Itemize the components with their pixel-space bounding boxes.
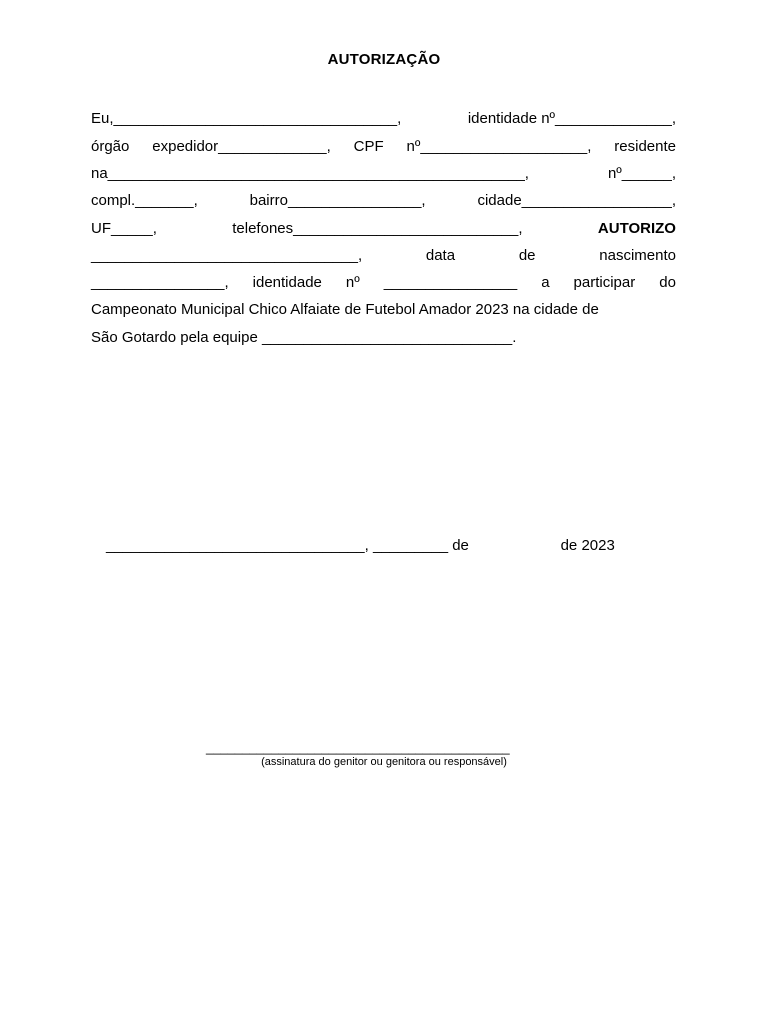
day-field-text: _________ xyxy=(372,537,449,554)
team-field-text: São Gotardo pela equipe ______________________________. xyxy=(91,329,517,346)
championship-text: Campeonato Municipal Chico Alfaiate de Futebol Amador 2023 na cidade de xyxy=(91,301,599,318)
paragraph-line-8 xyxy=(91,301,676,319)
word-participar: participar xyxy=(573,274,636,291)
word-nascimento: nascimento xyxy=(599,247,676,264)
word-do: do xyxy=(659,274,676,291)
document-title: AUTORIZAÇÃO xyxy=(327,51,441,68)
bairro-field-text: bairro________________, xyxy=(249,192,426,209)
signature-line: __________________________________________ xyxy=(206,740,510,755)
paragraph-line-4 xyxy=(91,192,676,210)
paragraph-line-3 xyxy=(91,165,676,183)
paragraph-line-1 xyxy=(91,110,676,128)
word-data: data xyxy=(425,247,456,264)
word-cpf: CPF xyxy=(353,138,384,155)
minor-name-field-text: ________________________________, xyxy=(91,247,363,264)
word-de: de xyxy=(518,247,536,264)
paragraph-line-7 xyxy=(91,274,676,292)
year-text: de 2023 xyxy=(560,537,615,554)
cpf-field-text: nº____________________, xyxy=(406,138,592,155)
word-identidade: identidade xyxy=(252,274,322,291)
word-de-date: de xyxy=(452,537,469,554)
word-a: a xyxy=(541,274,550,291)
paragraph-line-2 xyxy=(91,138,676,156)
phones-field-text: telefones___________________________, xyxy=(232,220,523,237)
paragraph-line-5 xyxy=(91,220,676,238)
issuer-field-text: expedidor_____________, xyxy=(152,138,331,155)
number-field-text: nº______, xyxy=(607,165,676,182)
autorizo-text: AUTORIZO xyxy=(597,220,676,237)
word-orgao: órgão xyxy=(91,138,130,155)
word-residente: residente xyxy=(614,138,676,155)
address-field-text: na__________________________________________________, xyxy=(91,165,529,182)
compl-field-text: compl._______, xyxy=(91,192,198,209)
minor-identity-field-text: ________________ xyxy=(383,274,518,291)
name-field-text: Eu,__________________________________, xyxy=(91,110,402,127)
cidade-field-text: cidade__________________, xyxy=(477,192,676,209)
paragraph-line-9 xyxy=(91,329,676,347)
paragraph-line-6 xyxy=(91,247,676,265)
birthdate-field-text: ________________, xyxy=(91,274,229,291)
date-line xyxy=(106,537,615,554)
signature-caption: (assinatura do genitor ou genitora ou responsável) xyxy=(261,756,507,768)
place-field-text: _______________________________, xyxy=(106,537,369,554)
word-numero: nº xyxy=(345,274,360,291)
identity-field-text: identidade nº______________, xyxy=(467,110,676,127)
uf-field-text: UF_____, xyxy=(91,220,157,237)
